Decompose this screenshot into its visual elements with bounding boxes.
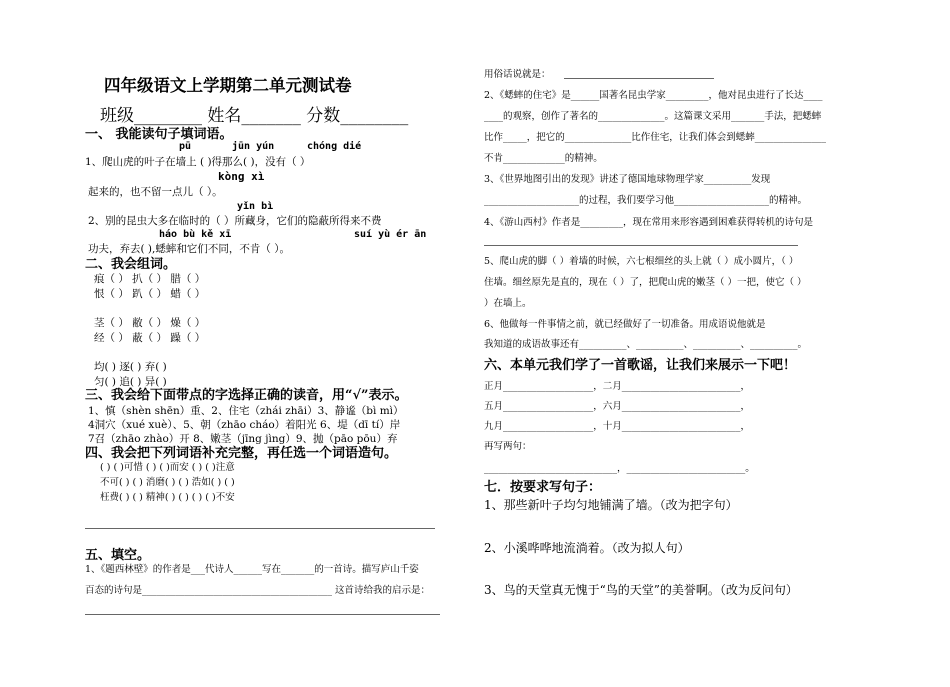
pinyin-yinbi: yǐn bì (237, 201, 274, 212)
word-group-row: 痕（ ） 扒（ ） 腊（ ） (94, 273, 206, 285)
rewrite-question: 2、小溪哗哗地流淌着。（改为拟人句） (484, 541, 690, 555)
song-line: 再写两句： (484, 441, 532, 452)
rewrite-question: 3、鸟的天堂真无愧于“鸟的天堂”的美誉啊。（改为反问句） (484, 583, 798, 597)
fill-blank-line: 不肯_____________的精神。 (484, 153, 603, 164)
section-5-heading: 五、填空。 (85, 548, 151, 563)
fill-blank-line: 用俗话说就是： (484, 69, 551, 80)
answer-line (484, 245, 798, 246)
pronunciation-line: 4洞穴（xué xuè）、5、朝（zhāo cháo）着阳光 6、堤（dī tí）岸 (88, 419, 401, 431)
fill-blank-line: 住墙。细丝原先是直的，现在（ ）了，把爬山虎的嫩茎（ ）一把，使它（ ） (484, 277, 807, 288)
student-info-line: 班级________ 姓名_______ 分数________ (100, 106, 409, 126)
fill-blank-line: 2、《蟋蟀的住宅》是______国著名昆虫学家_________，他对昆虫进行了长达____ (484, 90, 823, 101)
word-group-row: 经（ ） 蔽（ ） 躁（ ） (94, 332, 206, 344)
sentence-1-line: 1、爬山虎的叶子在墙上 ( )得那么( )，没有（ ） (85, 156, 311, 168)
answer-line (85, 614, 440, 615)
sentence-2-line: 2、别的昆虫大多在临时的（ ）所藏身，它们的隐蔽所得来不费 (88, 215, 382, 227)
section-7-heading: 七．按要求写句子： (484, 480, 602, 495)
answer-line (564, 78, 714, 79)
section-4-heading: 四、我会把下列词语补充完整，再任选一个词语造句。 (85, 446, 398, 461)
pinyin-pu: pū (179, 141, 192, 152)
fill-blank-line: ）在墙上。 (484, 298, 532, 309)
pronunciation-line: 7召（zhāo zhào）开 8、嫩茎（jīng jìng）9、抛（pāo pōu）弃 (88, 433, 398, 445)
pinyin-suiyueran: suí yù ér ān (354, 229, 427, 240)
word-group-row: 匀( ) 追( ) 异( ) (94, 376, 167, 388)
section-2-heading: 二、我会组词。 (85, 257, 177, 272)
fill-blank-line: 3、《世界地图引出的发现》讲述了德国地球物理学家__________发现 (484, 174, 771, 185)
fill-blank-line: 6、他做每一件事情之前，就已经做好了一切准备。用成语说他就是 (484, 319, 766, 330)
song-line: 正月___________________，二月_________________________， (484, 381, 751, 392)
answer-line (85, 528, 435, 529)
fill-blank-line: ____的观察，创作了著名的______________。这篇课文采用_______手法，把蟋蟀 (484, 111, 822, 122)
section-1-heading: 一、 我能读句子填词语。 (85, 127, 233, 142)
fill-blank-line: 我知道的成语故事还有__________、__________、__________、__________。 (484, 339, 808, 350)
sentence-1-cont: 起来的，也不留一点儿（ ）。 (88, 186, 223, 198)
word-group-row: 茎（ ） 敝（ ） 燥（ ） (94, 317, 206, 329)
song-line: ____________________________，_________________________。 (484, 463, 755, 474)
pinyin-haobukexi: háo bù kě xī (159, 229, 232, 240)
section-6-heading: 六、本单元我们学了一首歌谣，让我们来展示一下吧！ (484, 358, 797, 373)
fill-blank-line: ____________________的过程，我们要学习他____________________的精神。 (484, 195, 808, 206)
idiom-row: 枉费( ) ( ) 精神( ) ( ) ( ) ( )不安 (100, 492, 235, 503)
pronunciation-line: 1、慎（shèn shēn）重、2、住宅（zhái zhāi）3、静谧（bì mì） (88, 405, 404, 417)
pinyin-chongdie: chóng dié (307, 141, 362, 152)
word-group-row: 均( ) 逐( ) 弃( ) (94, 361, 167, 373)
fill-blank-line: 4、《游山西村》作者是_________，现在常用来形容遇到困难获得转机的诗句是 (484, 217, 814, 228)
pinyin-junyun: jūn yún (232, 141, 275, 152)
section-3-heading: 三、我会给下面带点的字选择正确的读音，用“√”表示。 (85, 388, 408, 403)
idiom-row: ( ) ( )可惜 ( ) ( )而安 ( ) ( )注意 (100, 462, 235, 473)
idiom-row: 不可( ) ( ) 消磨( ) ( ) 浩如( ) ( ) (100, 477, 235, 488)
fill-blank-line: 5、爬山虎的脚（ ）着墙的时候，六七根细丝的头上就（ ）成小圆片，（ ） (484, 256, 799, 267)
fill-blank-line: 1、《题西林壁》的作者是___代诗人______写在_______的一首诗。描写庐山千姿 (85, 564, 419, 575)
fill-blank-line: 比作_____，把它的______________比作住宅，让我们体会到蟋蟀_______________ (484, 132, 827, 143)
page-title: 四年级语文上学期第二单元测试卷 (104, 76, 352, 95)
rewrite-question: 1、那些新叶子均匀地铺满了墙。（改为把字句） (484, 498, 738, 512)
fill-blank-line: 百态的诗句是________________________________________ 这首诗给我的启示是： (85, 585, 431, 596)
song-line: 九月___________________，十月_________________________， (484, 421, 751, 432)
song-line: 五月___________________，六月_________________________， (484, 401, 751, 412)
sentence-2-cont: 功夫，弃去( ),蟋蟀和它们不同，不肯（ ）。 (88, 243, 290, 255)
word-group-row: 恨（ ） 趴（ ） 蜡（ ） (94, 288, 206, 300)
pinyin-kongxi: kòng xì (218, 170, 265, 183)
